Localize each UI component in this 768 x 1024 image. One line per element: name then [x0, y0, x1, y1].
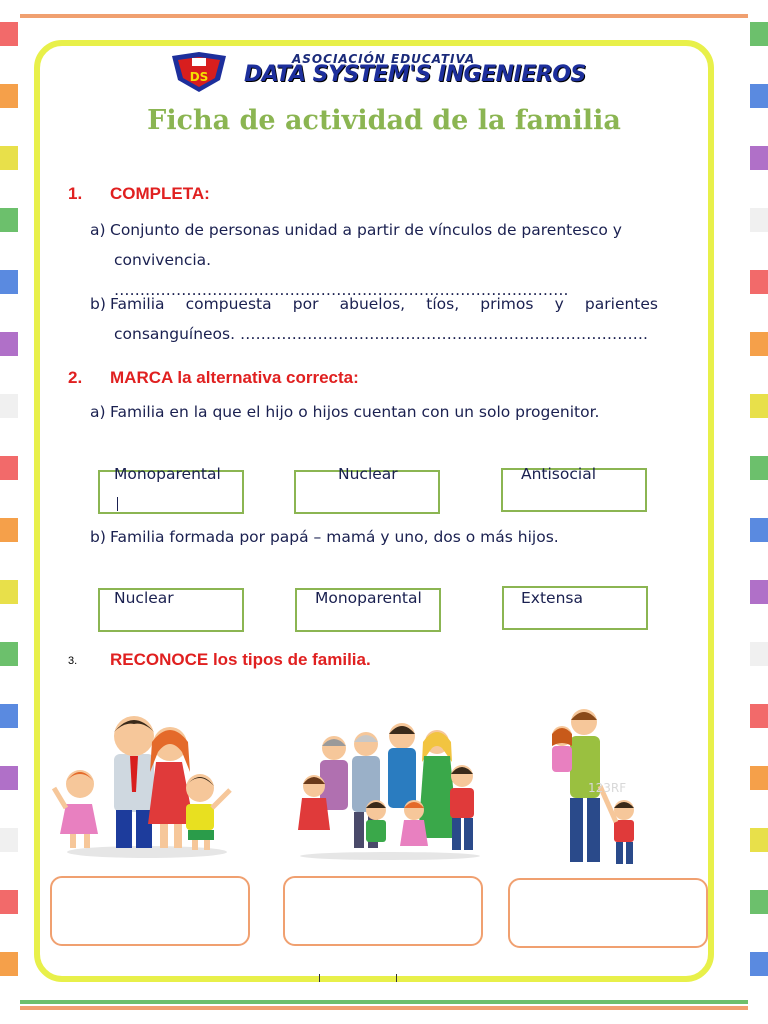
word: parientes — [584, 295, 658, 313]
word: Familia — [110, 295, 165, 313]
section-2-number: 2. — [68, 368, 83, 387]
word: por — [292, 295, 319, 313]
watermark-text: 123RF — [588, 781, 627, 795]
nuclear-family-illustration — [52, 712, 238, 862]
org-subtitle: ASOCIACIÓN EDUCATIVA — [292, 52, 476, 66]
item-label: b) — [90, 295, 106, 313]
word: primos — [480, 295, 534, 313]
stripe-segment — [750, 208, 768, 232]
stripe-segment — [750, 332, 768, 356]
stripe-segment — [0, 518, 18, 542]
option-b1-label: Nuclear — [114, 589, 174, 607]
option-a2-label: Nuclear — [338, 465, 398, 483]
section-1-item-b — [90, 289, 658, 349]
stripe-segment — [750, 456, 768, 480]
stripe-segment — [750, 270, 768, 294]
option-a3-label: Antisocial — [521, 465, 597, 483]
section-2-heading — [68, 368, 359, 388]
answer-box-1[interactable] — [50, 876, 250, 946]
stripe-segment — [0, 22, 18, 46]
stripe-segment — [0, 952, 18, 976]
word: tíos, — [426, 295, 460, 313]
top-border-line — [20, 14, 748, 18]
stripe-segment — [0, 270, 18, 294]
org-name: DATA SYSTEM'S INGENIEROS — [244, 62, 586, 87]
stripe-segment — [0, 208, 18, 232]
section-1-title: COMPLETA: — [110, 184, 210, 203]
left-stripe-border — [0, 0, 18, 1024]
stripe-segment — [0, 394, 18, 418]
question-text: Familia en la que el hijo o hijos cuentan con un solo progenitor. — [110, 403, 600, 421]
word: compuesta — [185, 295, 272, 313]
section-1-heading — [68, 184, 210, 204]
stripe-segment — [0, 146, 18, 170]
stripe-segment — [750, 22, 768, 46]
stripe-segment — [750, 580, 768, 604]
stripe-segment — [0, 580, 18, 604]
school-logo-icon — [168, 50, 230, 94]
stripe-segment — [750, 890, 768, 914]
question-label: b) — [90, 528, 106, 546]
stripe-segment — [750, 146, 768, 170]
stripe-segment — [0, 704, 18, 728]
question-label: a) — [90, 403, 106, 421]
section-3-number: 3. — [68, 655, 78, 667]
stripe-segment — [0, 456, 18, 480]
section-3-title: RECONOCE los tipos de familia. — [110, 650, 371, 669]
single-parent-family-illustration — [540, 706, 650, 870]
stripe-segment — [0, 828, 18, 852]
item-text-line1: Conjunto de personas unidad a partir de vínculos de parentesco y — [110, 221, 622, 239]
item-text-line2: convivencia. ……………………………………………………………………………. — [114, 251, 569, 299]
item-text-line1 — [110, 289, 658, 319]
item-text-line2: consanguíneos. ……………………………………………………………………. — [114, 325, 648, 343]
text-cursor — [117, 497, 118, 511]
question-b — [90, 522, 658, 552]
stripe-segment — [750, 394, 768, 418]
footer-mark — [319, 974, 320, 982]
section-2-title: MARCA la alternativa correcta: — [110, 368, 359, 387]
stripe-segment — [0, 332, 18, 356]
stripe-segment — [0, 642, 18, 666]
bottom-border-line-green — [20, 1000, 748, 1004]
stripe-segment — [750, 828, 768, 852]
footer-mark — [396, 974, 397, 982]
item-label: a) — [90, 221, 106, 239]
right-stripe-border — [750, 0, 768, 1024]
stripe-segment — [750, 518, 768, 542]
option-b3-label: Extensa — [521, 589, 583, 607]
question-a — [90, 397, 658, 427]
bottom-border-line-orange — [20, 1006, 748, 1010]
answer-box-3[interactable] — [508, 878, 708, 948]
stripe-segment — [0, 766, 18, 790]
answer-box-2[interactable] — [283, 876, 483, 946]
option-b2-label: Monoparental — [315, 589, 422, 607]
stripe-segment — [0, 890, 18, 914]
question-text: Familia formada por papá – mamá y uno, dos o más hijos. — [110, 528, 559, 546]
extended-family-illustration — [292, 718, 488, 862]
stripe-segment — [750, 642, 768, 666]
page-title: Ficha de actividad de la familia — [147, 105, 621, 136]
word: y — [554, 295, 564, 313]
stripe-segment — [750, 952, 768, 976]
option-a1-label: Monoparental — [114, 465, 221, 483]
stripe-segment — [750, 766, 768, 790]
stripe-segment — [750, 704, 768, 728]
word: abuelos, — [339, 295, 406, 313]
logo-text: DS — [189, 70, 209, 84]
section-1-number: 1. — [68, 184, 83, 203]
